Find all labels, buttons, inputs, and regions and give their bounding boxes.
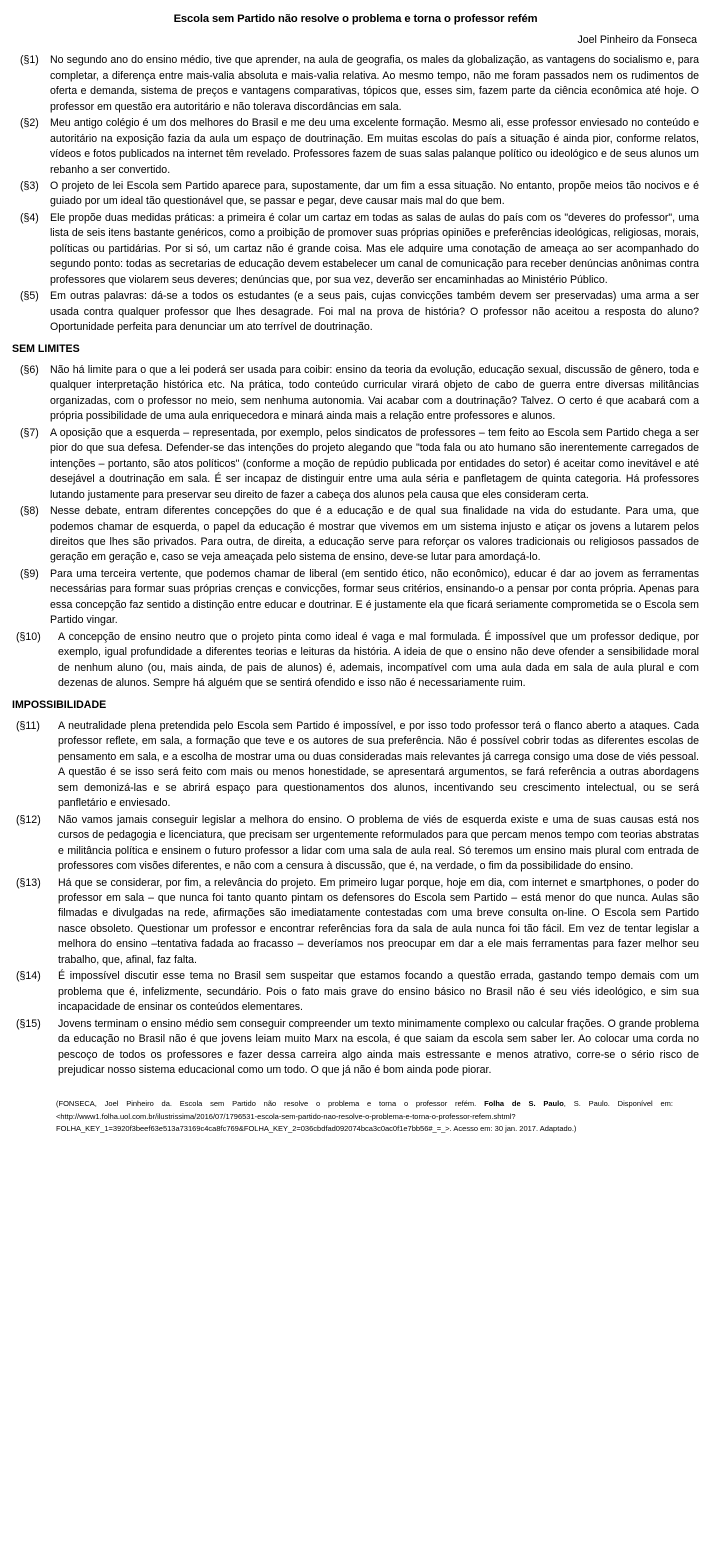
paragraph-marker: (§9) bbox=[20, 567, 39, 580]
paragraph-marker: (§13) bbox=[16, 876, 41, 889]
paragraph-text: Nesse debate, entram diferentes concepções do que é a educação e de qual sua finalidade na vida do estudante. Para uma, que podemos chamar de esquerda, o papel da educação é mostrar que vivemos em um sistema injusto e atiçar os jovens a lutarem pelos direitos que lhes são privados. Para outra, de direita, a educação serve para reforçar os valores tradicionais ou religiosos passados de geração em geração e, caso se veja ameaçada pelo sistema de ensino, deve-se lutar para amordaçá-lo. bbox=[50, 505, 699, 564]
paragraph-text: É impossível discutir esse tema no Brasil sem suspeitar que estamos focando a questão errada, gastando tempo demais com um problema que é, infelizmente, secundário. Pois o fato mais grave do ensino básico no Brasil não é seu viés ideológico, e sim sua incapacidade de ensinar os conteúdos elementares. bbox=[58, 970, 699, 1014]
paragraph-marker: (§15) bbox=[16, 1017, 41, 1030]
source-publication: Folha de S. Paulo bbox=[484, 1099, 564, 1109]
paragraph bbox=[12, 813, 699, 875]
paragraph bbox=[12, 179, 699, 210]
paragraph-text: Ele propõe duas medidas práticas: a primeira é colar um cartaz em todas as salas de aulas do país com os "deveres do professor", uma lista de seis itens bastante genéricos, como a proibição de promover suas próprias opiniões e preferências ideológicas, religiosas, morais, políticas ou partidárias. Por si só, um cartaz não é grande coisa. Mas ele adquire uma conotação de ameaça ao ser acompanhado do segundo ponto: todas as secretarias de educação devem estabelecer um canal de comunicação para receber denúncias anônimas contra professores que violarem seus deveres; denúncias que, por sua vez, deverão ser encaminhadas ao Ministério Público. bbox=[50, 211, 699, 286]
paragraph-text: A concepção de ensino neutro que o projeto pinta como ideal é vaga e mal formulada. É impossível que um professor dedique, por exemplo, igual profundidade a diferentes teorias e leituras da história. A ideia de que o ensino não deve ofender a sensibilidade moral de nenhum aluno (ou, mais ainda, de pais de alunos) é, ademais, incompatível com uma aula dada em sala de aula plural e com dezenas de alunos. Sempre há alguém que se sentirá ofendido e isso não é necessariamente ruim. bbox=[58, 630, 699, 690]
paragraph-text: Não vamos jamais conseguir legislar a melhora do ensino. O problema de viés de esquerda existe e uma de suas causas está nos cursos de pedagogia e licenciatura, que precisam ser urgentemente reformulados para que percam menos tempo com teorias abstratas e militância política e ensinem o futuro professor a lidar com uma sala de aula real. Só teremos um ensino mais plural com entrada de professores com visões diferentes, e não com a censura à discussão, que é, na verdade, o fim da possibilidade do ensino. bbox=[58, 813, 699, 873]
paragraph bbox=[12, 876, 699, 969]
paragraph bbox=[12, 53, 699, 115]
paragraph-marker: (§6) bbox=[20, 364, 39, 377]
paragraph-marker: (§10) bbox=[16, 630, 41, 643]
paragraph-marker: (§7) bbox=[20, 426, 39, 439]
paragraph-marker: (§1) bbox=[20, 54, 39, 67]
paragraph-text: Não há limite para o que a lei poderá ser usada para coibir: ensino da teoria da evolução, educação sexual, discussão de gênero, toda e qualquer interpretação histórica etc. Na prática, todo conteúdo curricular virará objeto de cabo de guerra entre diversas militâncias organizadas, com o professor no meio, sem nenhuma autonomia. Vai acabar com a doutrinação? Talvez. O certo é que acabará com a própria possibilidade de uma aula enriquecedora e minará ainda mais a relação entre professores e alunos. bbox=[50, 364, 699, 423]
paragraph bbox=[12, 969, 699, 1015]
paragraph bbox=[12, 289, 699, 335]
paragraph-text: A neutralidade plena pretendida pelo Escola sem Partido é impossível, e por isso todo professor terá o flanco aberto a ataques. Cada professor reflete, em sala, a formação que teve e os autores de sua preferência. Não é possível cobrir todas as diferentes escolas de pensamento em sala, e a escolha de mostrar uma ou duas consideradas mais relevantes já carrega consigo uma dose de viés pessoal. A questão é se isso será feito com mais ou menos honestidade, se apresentará argumentos, se fará referência a outras abordagens sem demonizá-las e se abrirá espaço para questionamentos dos alunos, incentivando seu crescimento intelectual, ou se será panfletário e enviesado. bbox=[58, 719, 699, 810]
paragraph-text: Há que se considerar, por fim, a relevância do projeto. Em primeiro lugar porque, hoje em dia, com internet e smartphones, o poder do professor em sala – que nunca foi tanto quanto pintam os defensores do Escola sem Partido – está menor do que nunca. Aulas são filmadas e divulgadas na rede, afirmações são imediatamente contestadas com uma breve consulta on-line. O Escola sem Partido nasce obsoleto. Questionar um professor e encontrar referências fora da sala de aula nunca foi tão fácil. Em vez de tentar legislar a melhora do ensino –tentativa fadada ao fracasso – deveríamos nos preocupar em dar a ele mais ferramentas para fazer melhor seu trabalho, que, afinal, faz falta. bbox=[58, 876, 699, 966]
section-heading: IMPOSSIBILIDADE bbox=[12, 698, 107, 711]
paragraph-marker: (§14) bbox=[16, 970, 41, 983]
paragraph bbox=[12, 1017, 699, 1079]
paragraph bbox=[12, 426, 699, 503]
paragraph-marker: (§4) bbox=[20, 211, 39, 224]
document-body bbox=[12, 53, 699, 1078]
paragraph bbox=[12, 567, 699, 629]
section-heading: SEM LIMITES bbox=[12, 342, 80, 355]
paragraph-marker: (§2) bbox=[20, 117, 39, 130]
page-title: Escola sem Partido não resolve o problema e torna o professor refém bbox=[173, 13, 538, 25]
paragraph bbox=[12, 116, 699, 178]
source-prefix: (FONSECA, Joel Pinheiro da. Escola sem Partido não resolve o problema e torna o professor refém. bbox=[56, 1099, 485, 1109]
paragraph-text: A oposição que a esquerda – representada, por exemplo, pelos sindicatos de professores – tem feito ao Escola sem Partido chega a ser pior do que sua defesa. Defender-se das intenções do projeto alegando que "toda fala ou ato humano são inerentemente carregados de intenções – portanto, são atos políticos" (conforme a moção de repúdio publicada por entidades do setor) é aceitar como inevitável e até desejável a doutrinação em sala. É ser incapaz de distinguir entre uma aula séria e panfletagem de quinta categoria. Há professores lutando justamente para preservar seu direito de fazer a cabeça dos alunos pela causa que eles consideram certa. bbox=[50, 426, 699, 501]
paragraph-marker: (§12) bbox=[16, 813, 41, 826]
paragraph-marker: (§3) bbox=[20, 180, 39, 193]
paragraph-text: Em outras palavras: dá-se a todos os estudantes (e a seus pais, cujas convicções também devem ser preservadas) uma arma a ser usada contra qualquer professor que lhes desagrade. Foi mal na prova de história? O professor não aceitou a resposta do aluno? Oportunidade perfeita para denunciar um ato terrível de doutrinação. bbox=[50, 290, 699, 334]
paragraph-text: Para uma terceira vertente, que podemos chamar de liberal (em sentido ético, não econômico), educar é dar ao jovem as ferramentas necessárias para formar suas próprias crenças e convicções, formar seus critérios, ensinando-o a pensar por conta própria. Apenas para essa concepção faz sentido a distinção entre educar e doutrinar. E é justamente ela que ficará seriamente comprometida se o Escola sem Partido vingar. bbox=[50, 567, 699, 627]
document-author: Joel Pinheiro da Fonseca bbox=[577, 34, 697, 47]
paragraph bbox=[12, 719, 699, 812]
paragraph-marker: (§11) bbox=[16, 719, 40, 732]
paragraph bbox=[12, 630, 699, 692]
paragraph-marker: (§8) bbox=[20, 505, 39, 518]
paragraph bbox=[12, 211, 699, 288]
paragraph-text: Jovens terminam o ensino médio sem conseguir compreender um texto minimamente complexo ou calcular frações. O grande problema da educação no Brasil não é que jovens leiam muito Marx na escola, é que saiam da escola sem saber ler. Ao colocar uma corda no pescoço de todos os professores e fazer dessa carreira algo ainda mais estressante e menos atrativo, corre-se o sério risco de prejudicar nosso sistema educacional como um todo. O que já não é bom ainda pode piorar. bbox=[58, 1017, 699, 1076]
source-middle: , S. Paulo. Disponível em: <http://www1.folha.uol.com.br/ilustrissima/2016/07/1796531-escola-sem-partido-nao-resolve-o-problema-e-torna-o-professor-refem.shtml?FOLHA_KEY_1=3920f3beef63e513a73169c4ca8fc769&FOLHA_KEY_2=036cbdfad092074bca3c0ac0f1e7bb56#_=_>. Acesso em: 30 jan. 2017. Adaptado.) bbox=[56, 1099, 674, 1133]
paragraph-text: No segundo ano do ensino médio, tive que aprender, na aula de geografia, os males da globalização, as vantagens do socialismo e, para completar, a diferença entre mais-valia absoluta e mais-valia relativa. Ao mesmo tempo, não me foram passados nem os rudimentos de oferta e demanda, sistema de preços e vantagens comparativas, tópicos que, esses sim, fazem parte da ciência econômica até hoje. O professor em questão era autoritário e não tolerava discordâncias em sala. bbox=[50, 54, 699, 113]
paragraph bbox=[12, 363, 699, 425]
paragraph-marker: (§5) bbox=[20, 290, 39, 303]
paragraph-text: Meu antigo colégio é um dos melhores do Brasil e me deu uma excelente formação. Mesmo ali, esse professor enviesado no conteúdo e autoritário na exposição fazia da aula um espaço de doutrinação. Em muitas escolas do país a situação é ainda pior, conforme relatos, vídeos e fotos publicados na internet têm revelado. Professores fazem de suas salas palanque político ou ideológico e de seus alunos um rebanho a ser convertido. bbox=[50, 117, 699, 176]
paragraph bbox=[12, 504, 699, 566]
source-citation bbox=[12, 1098, 699, 1134]
paragraph-text: O projeto de lei Escola sem Partido aparece para, supostamente, dar um fim a essa situação. No entanto, propõe meios tão nocivos e é guiado por um ideal tão questionável que, se passar e pegar, deve causar mais mal do que bem. bbox=[50, 180, 699, 208]
